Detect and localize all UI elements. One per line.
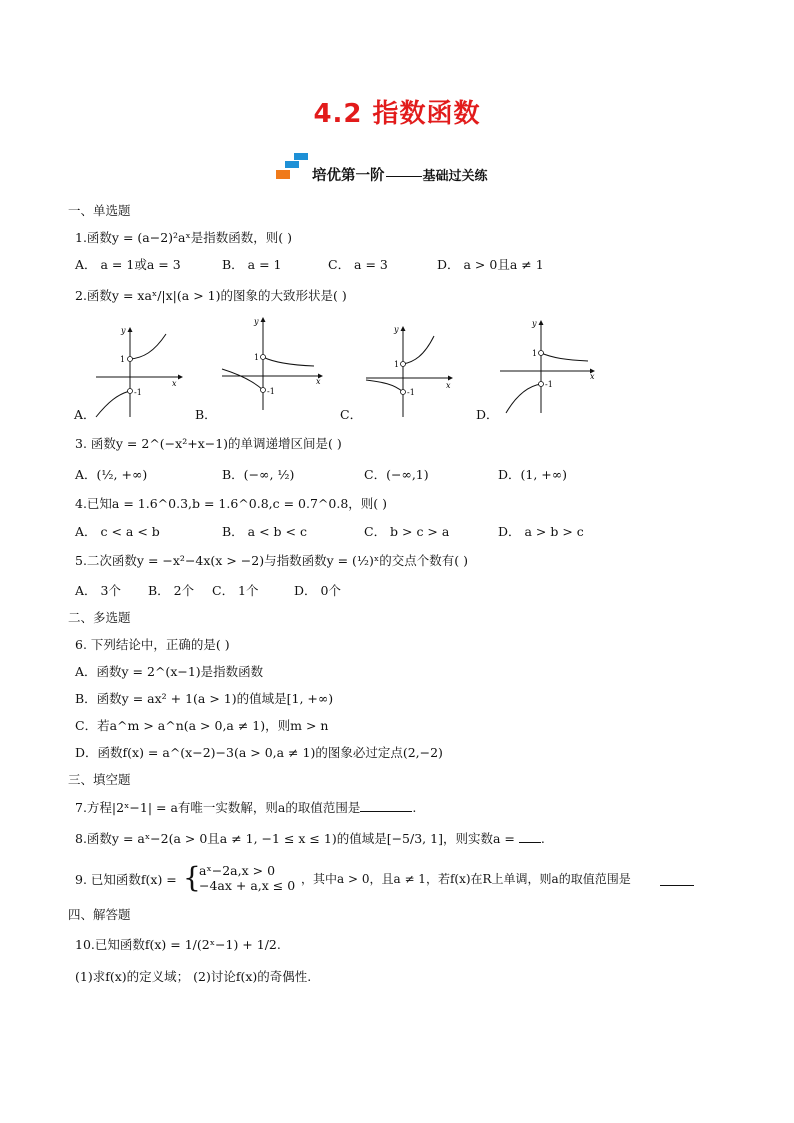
q4-option-d: D． a > b > c xyxy=(498,524,584,539)
q2-graph-b xyxy=(218,314,328,414)
banner-text xyxy=(312,168,488,185)
q5-option-b: B． 2个 xyxy=(148,583,195,598)
banner-main: 培优第一阶 xyxy=(312,168,385,184)
q1-option-c: C． a = 3 xyxy=(328,257,388,272)
banner-rest: 基础过关练 xyxy=(422,169,488,184)
svg-text:x: x xyxy=(316,377,321,386)
q2-stem: 2.函数y = xaˣ/|x|(a > 1)的图象的大致形状是( ) xyxy=(75,288,347,303)
q7-answer-blank[interactable] xyxy=(360,811,412,812)
svg-text:y: y xyxy=(394,325,399,334)
q9-suffix: ，其中a > 0，且a ≠ 1，若f(x)在R上单调，则a的取值范围是 xyxy=(301,872,631,886)
q2-graph-a xyxy=(88,322,188,420)
q7-stem: 7.方程|2ˣ−1| = a有唯一实数解，则a的取值范围是 xyxy=(75,800,361,815)
q9-brace: { xyxy=(183,861,201,894)
q7-tail: . xyxy=(412,800,417,815)
q8-tail: . xyxy=(540,831,545,846)
banner-dash xyxy=(386,176,422,177)
q10-stem: 10.已知函数f(x) = 1/(2ˣ−1) + 1/2. xyxy=(75,937,281,952)
q6-stem: 6. 下列结论中，正确的是( ) xyxy=(75,637,230,652)
q6-option-a: A．函数y = 2^(x−1)是指数函数 xyxy=(75,664,264,679)
q2-graph-d xyxy=(498,316,603,416)
q7 xyxy=(75,801,416,815)
q8 xyxy=(75,832,545,846)
q1-option-a: A． a = 1或a = 3 xyxy=(75,257,181,272)
q6-option-d: D．函数f(x) = a^(x−2)−3(a > 0,a ≠ 1)的图象必过定点(2,−2) xyxy=(75,745,443,760)
svg-text:x: x xyxy=(172,379,177,388)
q8-stem: 8.函数y = aˣ−2(a > 0且a ≠ 1, −1 ≤ x ≤ 1)的值域是[−5/3, 1]，则实数a = xyxy=(75,831,519,846)
q4-option-b: B． a < b < c xyxy=(222,524,307,539)
q10-parts: (1)求f(x)的定义域； (2)讨论f(x)的奇偶性. xyxy=(75,969,312,984)
q8-answer-blank[interactable] xyxy=(519,842,541,843)
q3-option-b: B．(−∞, ½) xyxy=(222,467,295,482)
q2-graph-c xyxy=(362,322,462,420)
svg-text:-1: -1 xyxy=(545,380,553,389)
q3-option-c: C．(−∞,1) xyxy=(364,467,429,482)
q5-option-d: D． 0个 xyxy=(294,583,341,598)
stairs-logo-icon xyxy=(276,153,312,183)
section-heading-solve: 四、解答题 xyxy=(68,907,131,922)
q2-label-b: B． xyxy=(195,407,217,422)
svg-text:-1: -1 xyxy=(407,388,415,397)
q2-label-d: D． xyxy=(476,407,499,422)
q4-option-c: C． b > c > a xyxy=(364,524,450,539)
q3-stem: 3. 函数y = 2^(−x²+x−1)的单调递增区间是( ) xyxy=(75,436,342,451)
q5-stem: 5.二次函数y = −x²−4x(x > −2)与指数函数y = (½)ˣ的交点个数有( ) xyxy=(75,553,468,568)
svg-text:y: y xyxy=(121,326,126,335)
svg-text:1: 1 xyxy=(394,360,400,369)
q9-prefix: 9. 已知函数f(x) = xyxy=(75,872,177,887)
q5-option-c: C． 1个 xyxy=(212,583,259,598)
q5-option-a: A． 3个 xyxy=(75,583,121,598)
svg-text:-1: -1 xyxy=(267,387,275,396)
q1-option-d: D． a > 0且a ≠ 1 xyxy=(437,257,544,272)
q1-stem: 1.函数y = (a−2)²aˣ是指数函数，则( ) xyxy=(75,230,293,245)
q6-option-c: C．若a^m > a^n(a > 0,a ≠ 1)，则m > n xyxy=(75,718,329,733)
q2-label-c: C． xyxy=(340,407,363,422)
svg-text:1: 1 xyxy=(254,353,260,362)
q4-stem: 4.已知a = 1.6^0.3,b = 1.6^0.8,c = 0.7^0.8，则( ) xyxy=(75,496,388,511)
page-title: 4.2 指数函数 xyxy=(313,99,481,129)
q4-option-a: A． c < a < b xyxy=(75,524,160,539)
svg-text:x: x xyxy=(446,381,451,390)
svg-text:y: y xyxy=(532,319,537,328)
q9-case-2: −4ax + a,x ≤ 0 xyxy=(199,878,296,893)
q1-option-b: B． a = 1 xyxy=(222,257,282,272)
q6-option-b: B．函数y = ax² + 1(a > 1)的值域是[1, +∞) xyxy=(75,691,334,706)
q3-option-a: A．(½, +∞) xyxy=(75,467,148,482)
section-heading-fill: 三、填空题 xyxy=(68,772,131,787)
q2-label-a: A． xyxy=(74,407,96,422)
q9-answer-blank[interactable] xyxy=(660,885,694,886)
svg-text:1: 1 xyxy=(120,355,126,364)
svg-text:y: y xyxy=(254,317,259,326)
section-heading-single: 一、单选题 xyxy=(68,203,131,218)
svg-text:x: x xyxy=(590,372,595,381)
svg-text:-1: -1 xyxy=(134,388,142,397)
section-heading-multi: 二、多选题 xyxy=(68,610,131,625)
q9-case-1: aˣ−2a,x > 0 xyxy=(199,863,276,878)
svg-text:1: 1 xyxy=(532,349,538,358)
q3-option-d: D．(1, +∞) xyxy=(498,467,568,482)
